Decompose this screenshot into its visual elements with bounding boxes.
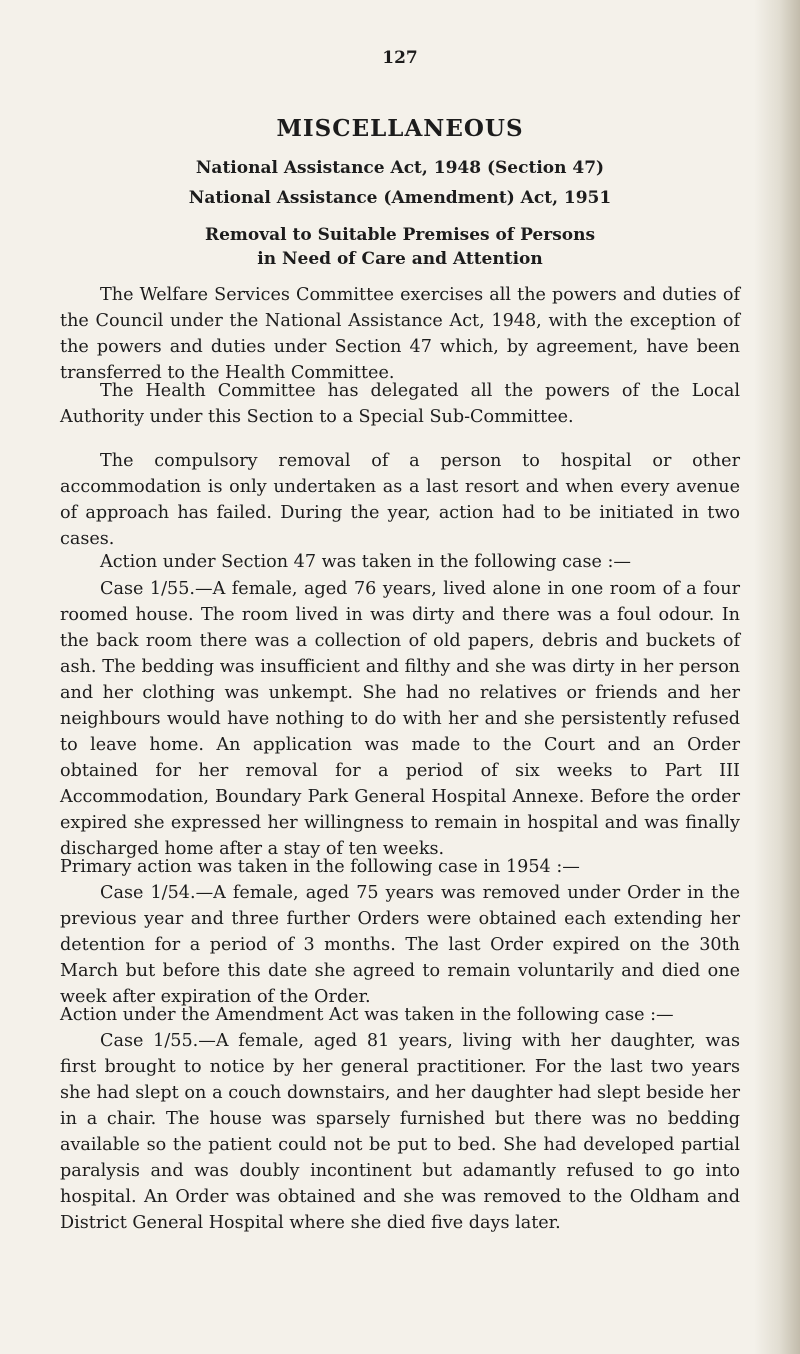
case-text-3: —A female, aged 81 years, living with her daughter, was first brought to notice by her general practitioner. For the last two years she had slept on a couch downstairs, and her daughter had slept beside her in a chair. The house was sparsely furnished but there was no bedding available so the patient could not be put to bed. She had developed partial paralysis and was doubly incontinent but adamantly refused to go into hospital. An Order was obtained and she was removed to the Oldham and District General Hospital where she died five days later. [60, 1031, 740, 1233]
case-paragraph-3 [60, 1028, 740, 1236]
paragraph-section-47-action: Action under Section 47 was taken in the following case :— [100, 552, 632, 572]
paragraph-compulsory-removal: The compulsory removal of a person to hospital or other accommodation is only undertaken as a last resort and when every avenue of approach has failed. During the year, action had to be initiated in two cases. [60, 451, 740, 549]
case-text-1: —A female, aged 76 years, lived alone in one room of a four roomed house. The room lived in was dirty and there was a foul odour. In the back room there was a collection of old papers, debris and buckets of ash. The bedding was insufficient and filthy and she was dirty in her person and her clothing was unkempt. She had no relatives or friends and her neighbours would have nothing to do with her and she persistently refused to leave home. An application was made to the Court and an Order obtained for her removal for a period of six weeks to Part III Accommodation, Boundary Park General Hospital Annexe. Before the order expired she expressed her willingness to remain in hospital and was finally discharged home after a stay of ten weeks. [60, 579, 740, 859]
page-title: MISCELLANEOUS [276, 115, 524, 142]
subheading-removal: Removal to Suitable Premises of Persons [204, 225, 596, 245]
case-text-2: —A female, aged 75 years was removed under Order in the previous year and three further Orders were obtained each extending her detention for a period of 3 months. The last Order expired on the 30th March but before this date she agreed to remain voluntarily and died one week after expiration of the Order. [60, 883, 740, 1007]
paragraph-welfare-services: The Welfare Services Committee exercises all the powers and duties of the Council under the National Assistance Act, 1948, with the exception of the powers and duties under Section 47 which, by agreement, have been transferred to the Health Committee. [60, 285, 740, 383]
subheading-act-1951: National Assistance (Amendment) Act, 1951 [188, 188, 612, 208]
paragraph-health-committee: The Health Committee has delegated all the powers of the Local Authority under this Section to a Special Sub-Committee. [60, 381, 740, 427]
case-reference-3: Case 1/55. [100, 1031, 199, 1051]
page-number: 127 [382, 48, 418, 68]
subheading-need-of-care: in Need of Care and Attention [257, 249, 543, 269]
case-reference-1: Case 1/55. [100, 579, 195, 599]
case-paragraph-2 [60, 880, 740, 1010]
paragraph-primary-action: Primary action was taken in the following case in 1954 :— [60, 857, 580, 877]
case-paragraph-1 [60, 576, 740, 862]
subheading-act-1948: National Assistance Act, 1948 (Section 47) [195, 158, 605, 178]
case-reference-2: Case 1/54. [100, 883, 196, 903]
paragraph-amendment-action: Action under the Amendment Act was taken in the following case :— [60, 1005, 674, 1025]
